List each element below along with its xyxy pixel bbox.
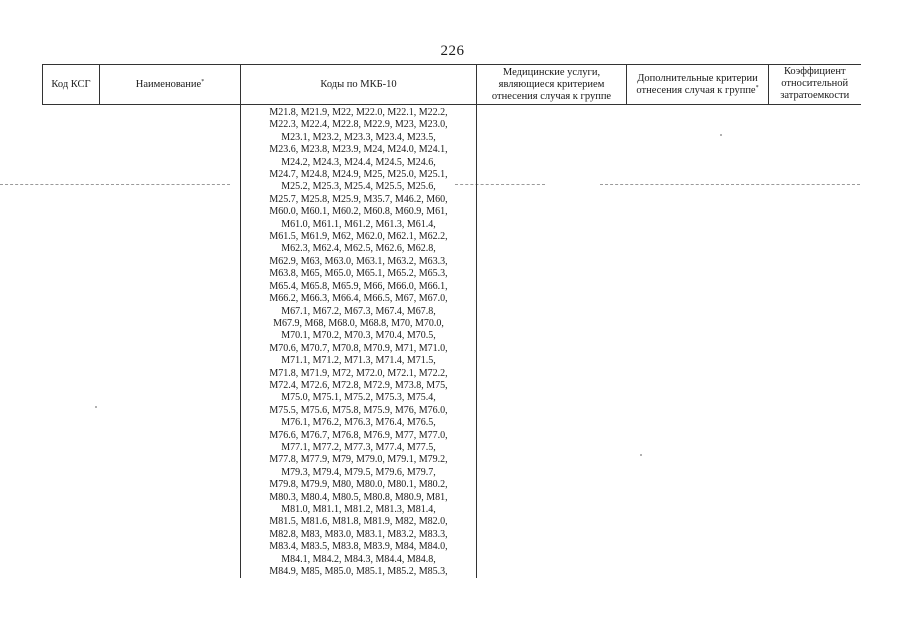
header-cost-coefficient: Коэффициент относительной затратоемкости — [769, 65, 861, 105]
icd10-codes-line: M77.8, M77.9, M79, M79.0, M79.1, M79.2, — [269, 454, 448, 466]
header-medical-services: Медицинские услуги, являющиеся критерием отнесения случая к группе — [477, 65, 627, 105]
ksg-table — [42, 64, 861, 578]
icd10-codes-line: M82.8, M83, M83.0, M83.1, M83.2, M83.3, — [269, 528, 448, 540]
icd10-codes-line: M70.1, M70.2, M70.3, M70.4, M70.5, — [281, 330, 436, 342]
icd10-codes-line: M67.1, M67.2, M67.3, M67.4, M67.8, — [281, 305, 436, 317]
header-icd10-codes: Коды по МКБ-10 — [241, 65, 477, 105]
icd10-codes-line: M81.5, M81.6, M81.8, M81.9, M82, M82.0, — [269, 516, 448, 528]
header-name: Наименование* — [100, 65, 241, 105]
table-header-row — [43, 65, 861, 105]
icd10-codes-line: M76.1, M76.2, M76.3, M76.4, M76.5, — [281, 417, 436, 429]
header-additional-criteria: Дополнительные критерии отнесения случая к группе* — [627, 65, 769, 105]
icd10-codes-line: M71.1, M71.2, M71.3, M71.4, M71.5, — [281, 355, 436, 367]
icd10-codes-line: M80.3, M80.4, M80.5, M80.8, M80.9, M81, — [269, 491, 448, 503]
icd10-codes-line: M81.0, M81.1, M81.2, M81.3, M81.4, — [281, 504, 436, 515]
icd10-codes-line: M24.7, M24.8, M24.9, M25, M25.0, M25.1, — [269, 169, 448, 181]
icd10-codes-line: M75.5, M75.6, M75.8, M75.9, M76, M76.0, — [269, 404, 448, 416]
icd10-codes-line: M70.6, M70.7, M70.8, M70.9, M71, M71.0, — [269, 342, 448, 354]
icd10-codes-line: M76.6, M76.7, M76.8, M76.9, M77, M77.0, — [269, 429, 448, 441]
page-number: 226 — [440, 43, 465, 59]
icd10-codes-line: M83.4, M83.5, M83.8, M83.9, M84, M84.0, — [269, 541, 448, 553]
icd10-codes-line: M84.1, M84.2, M84.3, M84.4, M84.8, — [281, 553, 436, 565]
icd10-codes-line: M23.1, M23.2, M23.3, M23.4, M23.5, — [281, 131, 436, 143]
cell-name — [100, 105, 241, 579]
icd10-codes-line: M65.4, M65.8, M65.9, M66, M66.0, M66.1, — [269, 280, 448, 292]
cell-medical-services — [477, 105, 627, 579]
icd10-codes-line: M62.9, M63, M63.0, M63.1, M63.2, M63.3, — [269, 255, 448, 267]
icd10-codes-line: M71.8, M71.9, M72, M72.0, M72.1, M72.2, — [269, 367, 448, 379]
icd10-codes-line: M77.1, M77.2, M77.3, M77.4, M77.5, — [281, 441, 436, 453]
icd10-codes-line: M72.4, M72.6, M72.8, M72.9, M73.8, M75, — [269, 379, 448, 391]
icd10-codes-list — [241, 105, 476, 578]
icd10-codes-line: M62.3, M62.4, M62.5, M62.6, M62.8, — [281, 243, 436, 255]
icd10-codes-line: M79.8, M79.9, M80, M80.0, M80.1, M80.2, — [269, 479, 448, 491]
icd10-codes-line: M84.9, M85, M85.0, M85.1, M85.2, M85.3, — [269, 566, 448, 578]
icd10-codes-line: M22.3, M22.4, M22.8, M22.9, M23, M23.0, — [269, 119, 448, 131]
icd10-codes-line: M23.6, M23.8, M23.9, M24, M24.0, M24.1, — [269, 144, 448, 156]
icd10-codes-line: M24.2, M24.3, M24.4, M24.5, M24.6, — [281, 156, 436, 168]
icd10-codes-line: M21.8, M21.9, M22, M22.0, M22.1, M22.2, — [269, 107, 448, 118]
icd10-codes-line: M67.9, M68, M68.0, M68.8, M70, M70.0, — [273, 317, 444, 329]
icd10-codes-line: M25.7, M25.8, M25.9, M35.7, M46.2, M60, — [269, 193, 448, 205]
table-row — [43, 105, 861, 579]
icd10-codes-line: M25.2, M25.3, M25.4, M25.5, M25.6, — [281, 181, 436, 193]
header-ksg-code: Код КСГ — [43, 65, 100, 105]
icd10-codes-line: M79.3, M79.4, M79.5, M79.6, M79.7, — [281, 466, 436, 478]
icd10-codes-line: M60.0, M60.1, M60.2, M60.8, M60.9, M61, — [269, 206, 448, 218]
cell-icd10-codes — [241, 105, 477, 579]
icd10-codes-line: M63.8, M65, M65.0, M65.1, M65.2, M65.3, — [269, 268, 448, 280]
cell-cost-coefficient — [769, 105, 861, 579]
icd10-codes-line: M75.0, M75.1, M75.2, M75.3, M75.4, — [281, 392, 436, 404]
cell-ksg-code — [43, 105, 100, 579]
icd10-codes-line: M61.0, M61.1, M61.2, M61.3, M61.4, — [281, 218, 436, 230]
icd10-codes-line: M66.2, M66.3, M66.4, M66.5, M67, M67.0, — [269, 293, 448, 305]
icd10-codes-line: M61.5, M61.9, M62, M62.0, M62.1, M62.2, — [269, 231, 448, 243]
cell-additional-criteria — [627, 105, 769, 579]
